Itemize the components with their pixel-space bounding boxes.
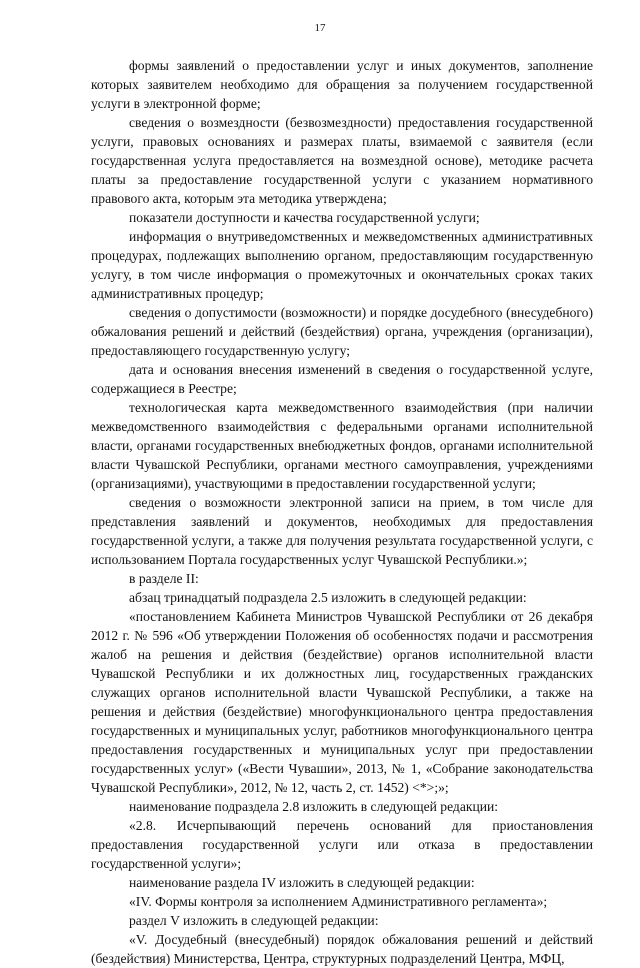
document-body (91, 56, 593, 968)
paragraph: сведения о допустимости (возможности) и порядке досудебного (внесудебного) обжалования решений и действий (бездействия) органа, учреждения (организации), предоставляющего государственную услугу; (91, 305, 593, 358)
paragraph: «2.8. Исчерпывающий перечень оснований для приостановления предоставления государственной услуги или отказа в предоставлении государственной услуги»; (91, 818, 593, 871)
paragraph: «постановлением Кабинета Министров Чувашской Республики от 26 декабря 2012 г. № 596 «Об утверждении Положения об особенностях подачи и рассмотрения жалоб на решения и действия (бездействие) органов исполнительной власти Чувашской Республики и их должностных лиц, государственных гражданских служащих органов исполнительной власти Чувашской Республики, а также на решения и действия (бездействие) многофункционального центра предоставления государственных и муниципальных услуг, работников многофункционального центра предоставления государственных и муниципальных услуг при предоставлении государственных услуг» («Вести Чувашии», 2013, № 1, «Собрание законодательства Чувашской Республики», 2012, № 12, часть 2, ст. 1452) <*>;»; (91, 609, 593, 795)
paragraph: сведения о возможности электронной записи на прием, в том числе для представления заявлений и документов, необходимых для предоставления государственной услуги, а также для получения результата государственной услуги, с использованием Портала государственных услуг Чувашской Республики.»; (91, 495, 593, 567)
paragraph: наименование раздела IV изложить в следующей редакции: (129, 875, 475, 890)
paragraph: «IV. Формы контроля за исполнением Административного регламента»; (129, 894, 548, 909)
paragraph: «V. Досудебный (внесудебный) порядок обжалования решений и действий (бездействия) Министерства, Центра, структурных подразделений Центра, МФЦ, (91, 932, 593, 966)
paragraph: технологическая карта межведомственного взаимодействия (при наличии межведомственного взаимодействия с федеральными органами исполнительной власти, органами государственных внебюджетных фондов, органами исполнительной власти Чувашской Республики, органами местного самоуправления, учреждениями (организациями), участвующими в предоставлении государственной услуги; (91, 400, 593, 491)
paragraph: информация о внутриведомственных и межведомственных административных процедурах, подлежащих выполнению органом, предоставляющим государственную услугу, в том числе информация о промежуточных и окончательных сроках таких административных процедур; (91, 229, 593, 301)
paragraph: дата и основания внесения изменений в сведения о государственной услуге, содержащиеся в Реестре; (91, 362, 593, 396)
paragraph: формы заявлений о предоставлении услуг и иных документов, заполнение которых заявителем необходимо для обращения за получением государственной услуги в электронной форме; (91, 58, 593, 111)
paragraph: раздел V изложить в следующей редакции: (129, 913, 379, 928)
paragraph: показатели доступности и качества государственной услуги; (129, 210, 480, 225)
paragraph: абзац тринадцатый подраздела 2.5 изложить в следующей редакции: (129, 590, 527, 605)
page-number: 17 (314, 22, 326, 34)
paragraph: сведения о возмездности (безвозмездности) предоставления государственной услуги, правовых основаниях и размерах платы, взимаемой с заявителя (если государственная услуга предоставляется на возмездной основе), методике расчета платы за предоставление государственной услуги с указанием нормативного правового акта, которым эта методика утверждена; (91, 115, 593, 206)
paragraph: в разделе II: (129, 571, 199, 586)
paragraph: наименование подраздела 2.8 изложить в следующей редакции: (129, 799, 499, 814)
